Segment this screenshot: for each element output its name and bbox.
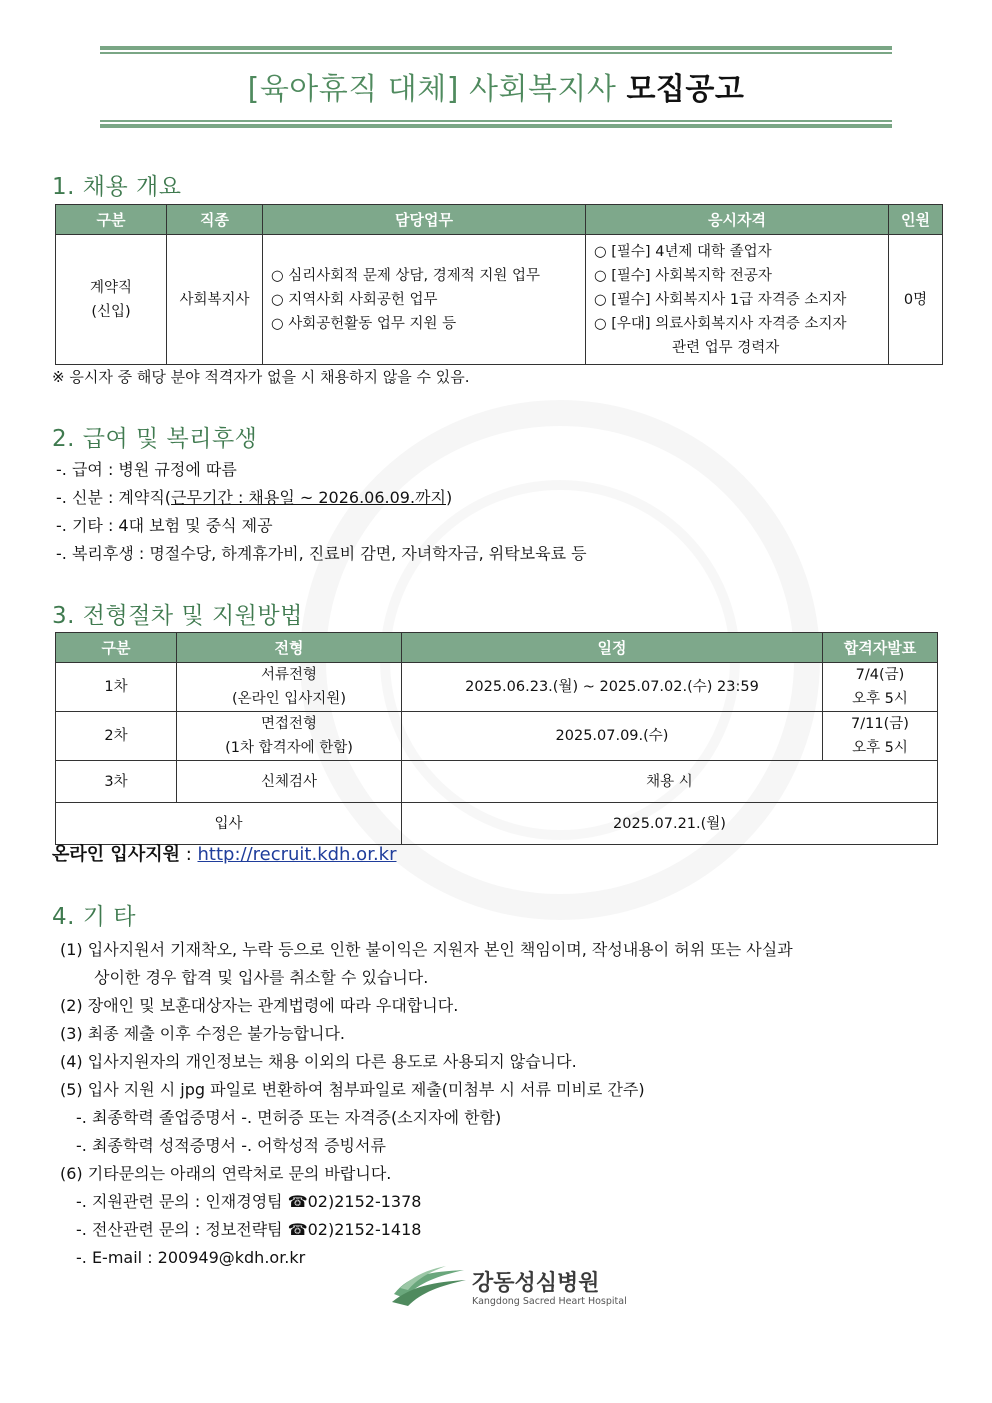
etc-item: -. 최종학력 졸업증명서 -. 면허증 또는 자격증(소지자에 한함) [76,1108,502,1127]
online-apply [52,840,397,866]
title-green: [육아휴직 대체] 사회복지사 [247,72,617,107]
etc-item: (3) 최종 제출 이후 수정은 불가능합니다. [60,1024,346,1043]
process-schedule: 2025.06.23.(월) ~ 2025.07.02.(수) 23:59 [402,663,823,712]
overview-qualifications [586,235,889,365]
duty-item: ○ 사회공헌활동 업무 지원 등 [271,315,457,332]
announce-line2: 오후 5시 [852,740,908,756]
process-header-announce: 합격자발표 [823,633,938,663]
qualification-item: ○ [필수] 4년제 대학 졸업자 [594,243,772,260]
process-stage: 1차 [56,663,177,712]
page-title [100,52,892,122]
overview-count: 0명 [889,235,943,365]
overview-row [56,235,943,365]
overview-header-count: 인원 [889,205,943,235]
qualification-item: ○ [필수] 사회복지학 전공자 [594,267,772,284]
announce-line1: 7/11(금) [851,716,909,732]
overview-header-category: 구분 [56,205,167,235]
process-announce [823,712,938,761]
section4-heading: 4. 기 타 [52,904,137,930]
online-apply-label: 온라인 입사지원 [52,844,180,865]
process-type-line1: 면접전형 [260,716,318,732]
salary-line: -. 급여 : 병원 규정에 따름 [56,460,237,479]
process-type [177,663,402,712]
online-apply-link[interactable]: http://recruit.kdh.or.kr [197,844,397,865]
etc-item: -. 전산관련 문의 : 정보전략팀 ☎02)2152-1418 [76,1220,422,1239]
title-black: 모집공고 [626,72,745,107]
overview-duties [263,235,586,365]
overview-header-job: 직종 [167,205,263,235]
process-row [56,803,938,845]
announce-line2: 오후 5시 [852,691,908,707]
process-header-type: 전형 [177,633,402,663]
overview-category [56,235,167,365]
welfare-line: -. 복리후생 : 명절수당, 하계휴가비, 진료비 감면, 자녀학자금, 위탁보육료 등 [56,544,587,563]
section3-heading: 3. 전형절차 및 지원방법 [52,603,303,629]
section1-note: ※ 응시자 중 해당 분야 적격자가 없을 시 채용하지 않을 수 있음. [52,368,470,386]
overview-header-qualifications: 응시자격 [586,205,889,235]
process-row [56,712,938,761]
etc-item: (2) 장애인 및 보훈대상자는 관계법령에 따라 우대합니다. [60,996,459,1015]
online-apply-sep: : [179,844,198,865]
process-type-line1: 서류전형 [260,667,318,683]
category-line1: 계약직 [89,279,133,296]
etc-item: (1) 입사지원서 기재착오, 누락 등으로 인한 불이익은 지원자 본인 책임이며, 작성내용이 허위 또는 사실과 [60,940,793,959]
process-stage: 3차 [56,761,177,803]
process-table [55,632,938,845]
process-schedule: 2025.07.09.(수) [402,712,823,761]
hospital-logo-icon [390,1264,468,1308]
status-prefix: -. 신분 : 계약직( [56,488,172,507]
status-period: 근무기간 : 채용일 ~ 2026.06.09.까지 [171,488,446,507]
status-suffix: ) [445,488,453,507]
process-stage: 2차 [56,712,177,761]
status-line [56,484,587,512]
etc-item: (5) 입사 지원 시 jpg 파일로 변환하여 첨부파일로 제출(미첨부 시 서류 미비로 간주) [60,1080,645,1099]
process-announce [823,663,938,712]
overview-table [55,204,943,365]
title-box [100,46,892,128]
section4-body [60,936,793,1272]
etc-item: -. E-mail : 200949@kdh.or.kr [76,1248,306,1267]
etc-item: (4) 입사지원자의 개인정보는 채용 이외의 다른 용도로 사용되지 않습니다. [60,1052,577,1071]
duty-item: ○ 지역사회 사회공헌 업무 [271,291,438,308]
overview-header-duties: 담당업무 [263,205,586,235]
etc-item: (6) 기타문의는 아래의 연락처로 문의 바랍니다. [60,1164,392,1183]
etc-item: 상이한 경우 합격 및 입사를 취소할 수 있습니다. [94,968,429,987]
process-header-stage: 구분 [56,633,177,663]
process-schedule: 채용 시 [402,761,938,803]
etc-item: -. 지원관련 문의 : 인재경영팀 ☎02)2152-1378 [76,1192,422,1211]
overview-job: 사회복지사 [167,235,263,365]
qualification-item: 관련 업무 경력자 [672,339,780,356]
hospital-logo-name: 강동성심병원 [472,1271,600,1296]
hospital-logo-sub: Kangdong Sacred Heart Hospital [472,1296,627,1307]
hospital-logo [390,1264,627,1312]
process-type-line2: (온라인 입사지원) [232,691,346,707]
etc-item: -. 최종학력 성적증명서 -. 어학성적 증빙서류 [76,1136,386,1155]
section1-heading: 1. 채용 개요 [52,174,182,200]
process-stage: 입사 [56,803,402,845]
other-line: -. 기타 : 4대 보험 및 중식 제공 [56,516,273,535]
process-type [177,712,402,761]
section2-heading: 2. 급여 및 복리후생 [52,426,258,452]
process-row [56,663,938,712]
title-rule-bottom [100,122,892,128]
qualification-item: ○ [필수] 사회복지사 1급 자격증 소지자 [594,291,847,308]
duty-item: ○ 심리사회적 문제 상담, 경제적 지원 업무 [271,267,541,284]
process-schedule: 2025.07.21.(월) [402,803,938,845]
section2-body [56,456,587,568]
process-type-line2: (1차 합격자에 한함) [225,740,353,756]
process-type: 신체검사 [177,761,402,803]
process-header-schedule: 일정 [402,633,823,663]
qualification-item: ○ [우대] 의료사회복지사 자격증 소지자 [594,315,847,332]
announce-line1: 7/4(금) [855,667,905,683]
category-line2: (신입) [91,303,131,320]
process-row [56,761,938,803]
